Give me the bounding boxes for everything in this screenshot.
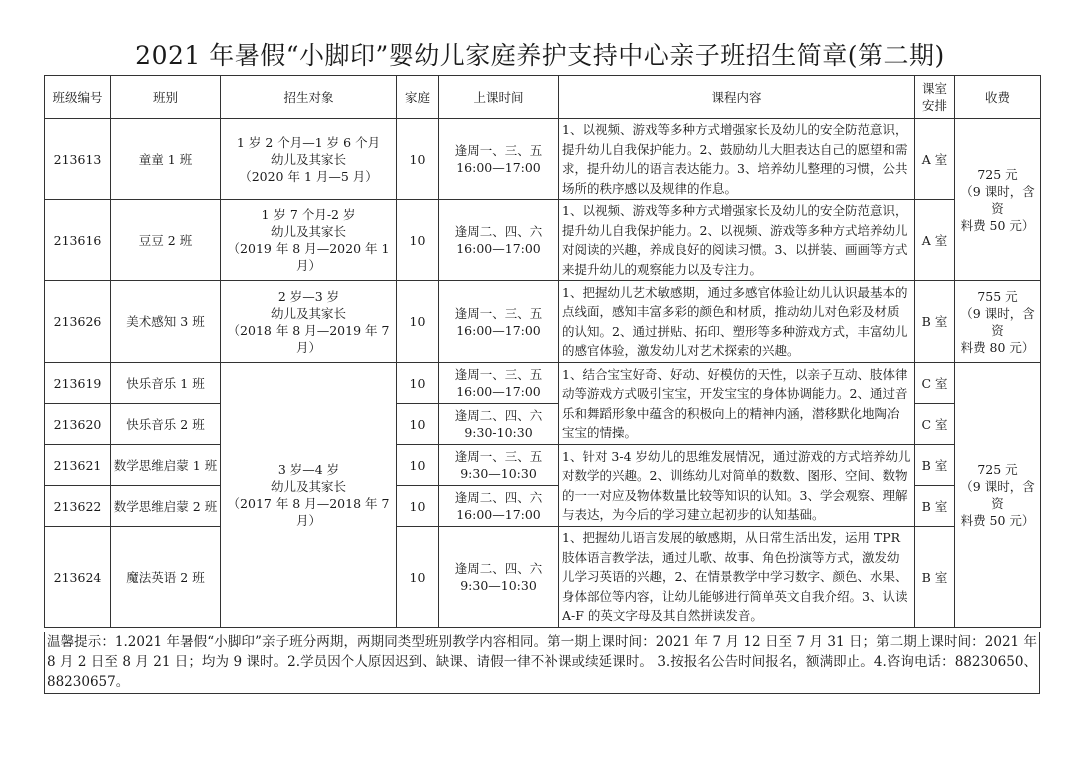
room: B 室: [915, 445, 955, 486]
class-time: 逢周一、三、五 9:30—10:30: [439, 445, 559, 486]
family-count: 10: [397, 404, 439, 445]
enroll-target: 3 岁—4 岁 幼儿及其家长 （2017 年 8 月—2018 年 7 月）: [221, 363, 397, 628]
course-content: 1、以视频、游戏等多种方式增强家长及幼儿的安全防范意识，提升幼儿自我保护能力。2、鼓励幼儿大胆表达自己的愿望和需求，提升幼儿的语言表达能力。3、培养幼儿整理的习惯，公共场所的秩序感以及规律的作息。: [559, 119, 915, 200]
family-count: 10: [397, 527, 439, 628]
table-row: [45, 363, 1041, 404]
header-row: [45, 76, 1041, 119]
table-row: [45, 200, 1041, 281]
class-time: 逢周一、三、五 16:00—17:00: [439, 281, 559, 363]
class-name: 魔法英语 2 班: [111, 527, 221, 628]
header-content: 课程内容: [559, 76, 915, 119]
header-time: 上课时间: [439, 76, 559, 119]
enroll-target: 1 岁 2 个月—1 岁 6 个月 幼儿及其家长 （2020 年 1 月—5 月）: [221, 119, 397, 200]
room: B 室: [915, 281, 955, 363]
room: B 室: [915, 486, 955, 527]
class-code: 213622: [45, 486, 111, 527]
class-name: 数学思维启蒙 2 班: [111, 486, 221, 527]
family-count: 10: [397, 281, 439, 363]
course-content: 1、针对 3-4 岁幼儿的思维发展情况，通过游戏的方式培养幼儿对数学的兴趣。2、训练幼儿对简单的数数、图形、空间、数物的一一对应及物体数量比较等知识的认知。3、学会观察、理解与表达，为今后的学习建立起初步的认知基础。: [559, 445, 915, 527]
enroll-target: 2 岁—3 岁 幼儿及其家长 （2018 年 8 月—2019 年 7 月）: [221, 281, 397, 363]
class-name: 快乐音乐 2 班: [111, 404, 221, 445]
class-time: 逢周二、四、六 9:30-10:30: [439, 404, 559, 445]
table-row: [45, 445, 1041, 486]
class-code: 213613: [45, 119, 111, 200]
header-code: 班级编号: [45, 76, 111, 119]
class-name: 数学思维启蒙 1 班: [111, 445, 221, 486]
table-row: [45, 281, 1041, 363]
family-count: 10: [397, 363, 439, 404]
class-time: 逢周二、四、六 9:30—10:30: [439, 527, 559, 628]
family-count: 10: [397, 445, 439, 486]
family-count: 10: [397, 486, 439, 527]
header-fee: 收费: [955, 76, 1041, 119]
fee: 725 元 （9 课时，含资 料费 50 元）: [955, 119, 1041, 281]
class-time: 逢周二、四、六 16:00—17:00: [439, 486, 559, 527]
class-name: 豆豆 2 班: [111, 200, 221, 281]
notice-text: 温馨提示：1.2021 年暑假“小脚印”亲子班分两期，两期同类型班别教学内容相同。第一期上课时间：2021 年 7 月 12 日至 7 月 31 日；第二期上课时间：2021 年 8 月 2 日至 8 月 21 日；均为 9 课时。2.学员因个人原因迟到、缺课、请假一律不补课或续延课时。 3.按报名公告时间报名，额满即止。4.咨询电话：88230650、88230657。: [44, 632, 1040, 694]
room: C 室: [915, 404, 955, 445]
header-class: 班别: [111, 76, 221, 119]
header-target: 招生对象: [221, 76, 397, 119]
table-row: [45, 527, 1041, 628]
room: A 室: [915, 200, 955, 281]
fee: 725 元 （9 课时，含资 料费 50 元）: [955, 363, 1041, 628]
room: C 室: [915, 363, 955, 404]
class-name: 快乐音乐 1 班: [111, 363, 221, 404]
class-time: 逢周一、三、五 16:00—17:00: [439, 119, 559, 200]
family-count: 10: [397, 200, 439, 281]
course-content: 1、结合宝宝好奇、好动、好模仿的天性，以亲子互动、肢体律动等游戏方式吸引宝宝，开发宝宝的身体协调能力。2、通过音乐和舞蹈形象中蕴含的积极向上的精神内涵，潜移默化地陶冶宝宝的情操。: [559, 363, 915, 445]
course-content: 1、把握幼儿语言发展的敏感期，从日常生活出发，运用 TPR 肢体语言教学法，通过儿歌、故事、角色扮演等方式，激发幼儿学习英语的兴趣，2、在情景教学中学习数字、颜色、水果、身体部位等内容，让幼儿能够进行简单英文自我介绍。3、认读 A-F 的英文字母及其自然拼读发音。: [559, 527, 915, 628]
class-code: 213616: [45, 200, 111, 281]
table-row: [45, 119, 1041, 200]
class-name: 美术感知 3 班: [111, 281, 221, 363]
page-title: 2021 年暑假“小脚印”婴幼儿家庭养护支持中心亲子班招生简章(第二期): [135, 41, 945, 70]
class-code: 213621: [45, 445, 111, 486]
header-family: 家庭: [397, 76, 439, 119]
class-code: 213620: [45, 404, 111, 445]
class-code: 213626: [45, 281, 111, 363]
course-content: 1、把握幼儿艺术敏感期，通过多感官体验让幼儿认识最基本的点线面，感知丰富多彩的颜色和材质，推动幼儿对色彩及材质的认知。2、通过拼贴、拓印、塑形等多种游戏方式，丰富幼儿的感官体验，激发幼儿对艺术探索的兴趣。: [559, 281, 915, 363]
class-time: 逢周二、四、六 16:00—17:00: [439, 200, 559, 281]
course-content: 1、以视频、游戏等多种方式增强家长及幼儿的安全防范意识，提升幼儿自我保护能力。2、以视频、游戏等多种方式培养幼儿对阅读的兴趣，养成良好的阅读习惯。3、以拼装、画画等方式来提升幼儿的观察能力以及专注力。: [559, 200, 915, 281]
class-time: 逢周一、三、五 16:00—17:00: [439, 363, 559, 404]
room: B 室: [915, 527, 955, 628]
class-code: 213624: [45, 527, 111, 628]
class-name: 童童 1 班: [111, 119, 221, 200]
fee: 755 元 （9 课时，含资 料费 80 元）: [955, 281, 1041, 363]
enrollment-table: [44, 75, 1041, 628]
header-room: 课室安排: [915, 76, 955, 119]
enroll-target: 1 岁 7 个月-2 岁 幼儿及其家长 （2019 年 8 月—2020 年 1 月）: [221, 200, 397, 281]
class-code: 213619: [45, 363, 111, 404]
room: A 室: [915, 119, 955, 200]
family-count: 10: [397, 119, 439, 200]
